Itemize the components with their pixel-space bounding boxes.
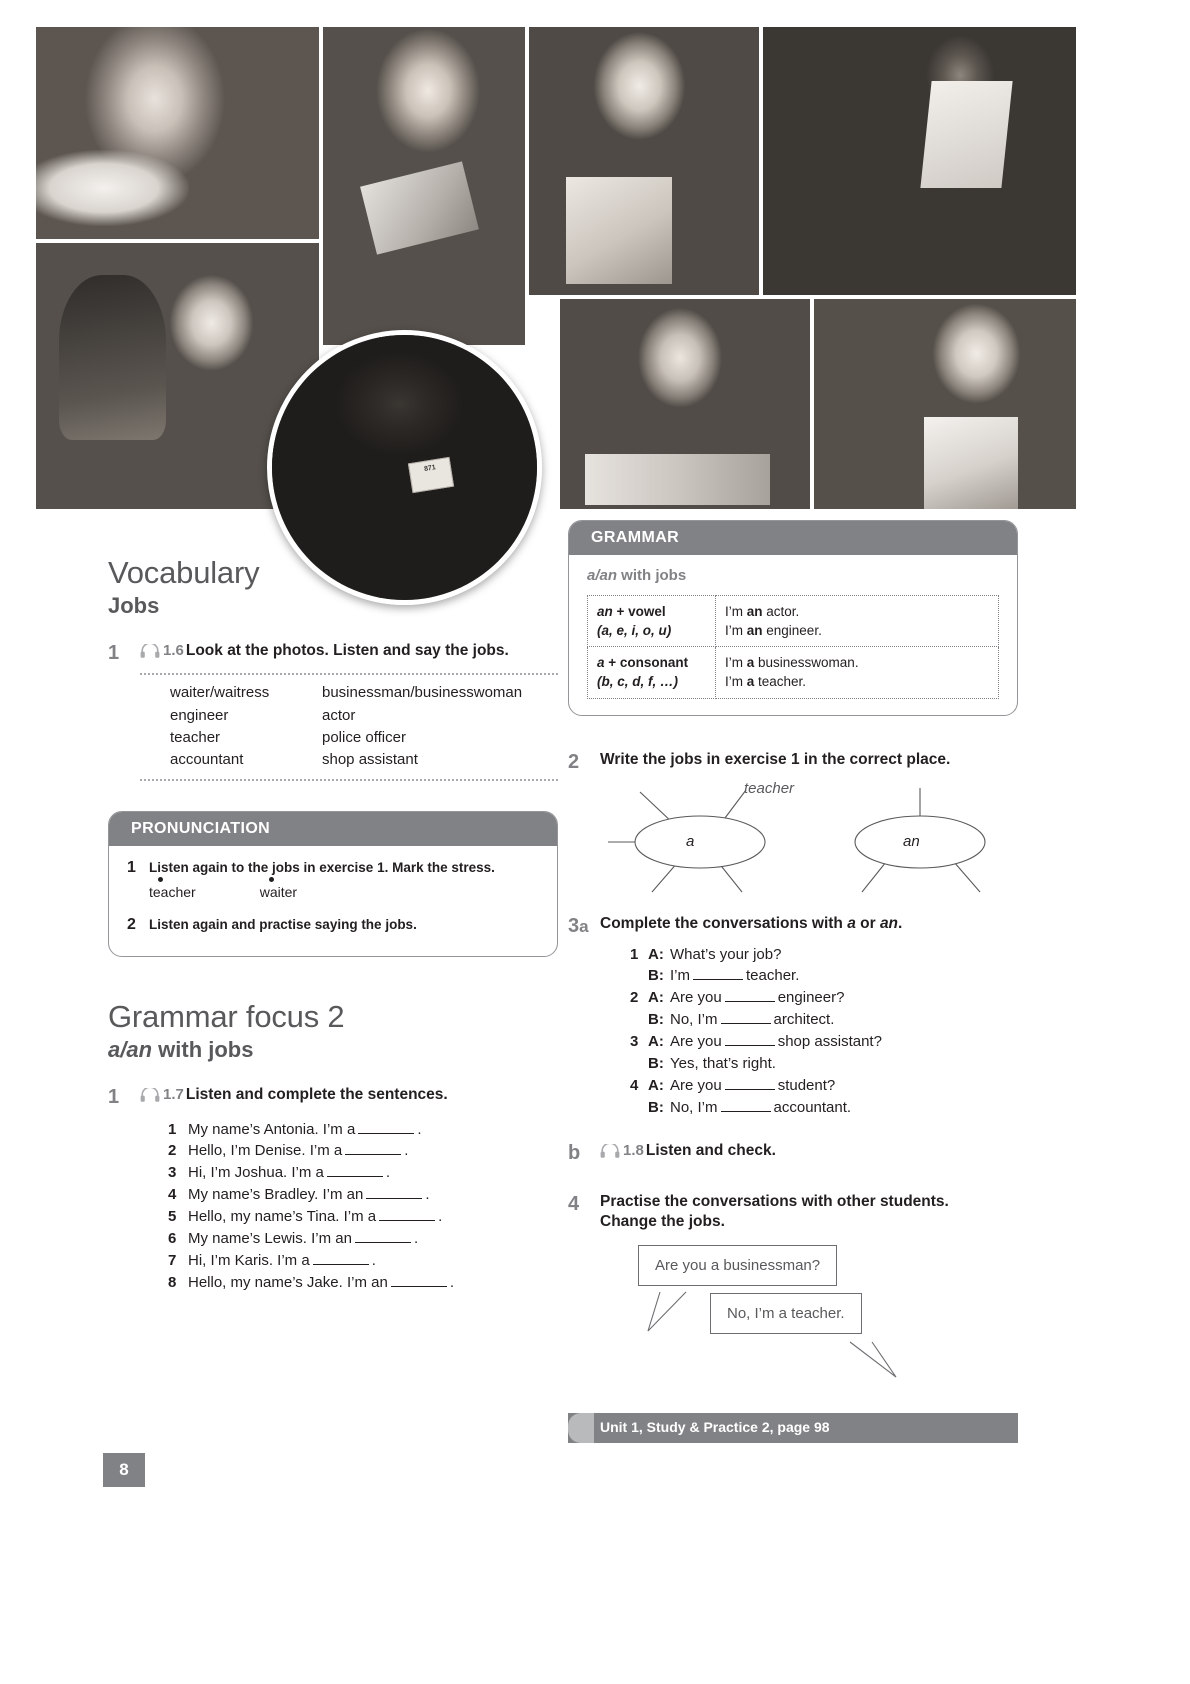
right-column [568,520,1018,1443]
instruction-line-2: Change the jobs. [600,1213,725,1231]
job-word: waiter/waitress [170,684,270,702]
line-text: What’s your job? [670,945,782,963]
exercise-instruction [600,1141,1018,1164]
rule-cell: an + vowel (a, e, i, o, u) [588,596,716,647]
list-item: 1 A: What’s your job? [630,944,1018,966]
sentence-text: My name’s Bradley. I’m an . [188,1186,430,1204]
answer-blank[interactable] [693,979,743,980]
page-number: 8 [103,1453,145,1487]
job-word: actor [322,706,356,724]
grammar-focus-subtitle-rest: with jobs [152,1037,254,1063]
speech-bubble-question: Are you a businessman? [638,1245,837,1286]
list-item: 6 My name’s Lewis. I’m an . [168,1228,558,1250]
list-item: 4 A: Are you student? [630,1075,1018,1097]
job-word: engineer [170,706,229,724]
job-word: police officer [322,728,406,746]
list-item: 3 A: Are you shop assistant? [630,1031,1018,1053]
example-dialogue-bubbles [600,1245,1018,1395]
list-item: 5 Hello, my name’s Tina. I’m a . [168,1206,558,1228]
jobs-word-list [140,673,558,780]
table-row [588,647,999,698]
instruction-text: Look at the photos. Listen and say the jobs. [185,642,509,659]
answer-blank[interactable] [725,1001,775,1002]
exercise-number: 1 [108,1086,120,1109]
vocabulary-exercise-1 [108,641,558,781]
vocabulary-title: Vocabulary [108,555,260,590]
line-text: Are you student? [670,1076,836,1094]
audio-track-number: 1.8 [623,1141,644,1159]
exercise-3a [568,914,1018,1119]
instruction-text: Listen and complete the sentences. [185,1086,448,1104]
list-item: B: Yes, that’s right. [630,1053,1018,1075]
grammar-focus-title: Grammar focus 2 [108,999,345,1035]
example-word-teacher: teacher [744,780,795,798]
list-item: 3 Hi, I’m Joshua. I’m a . [168,1162,558,1184]
photo-shop-assistant [814,299,1076,509]
pronunciation-panel [108,811,558,957]
list-item: 4 My name’s Bradley. I’m an . [168,1184,558,1206]
list-item: 7 Hi, I’m Karis. I’m a . [168,1250,558,1272]
word-sorting-diagram [600,780,1020,898]
speech-bubble-answer: No, I’m a teacher. [710,1293,862,1334]
answer-blank[interactable] [379,1220,435,1221]
example-cell: I’m an actor. I’m an engineer. [716,596,999,647]
sentence-text: My name’s Antonia. I’m a . [188,1120,422,1138]
list-item: 2 Hello, I’m Denise. I’m a . [168,1140,558,1162]
exercise-number: 2 [568,750,580,773]
line-text: No, I’m accountant. [670,1098,852,1116]
exercise-4 [568,1192,1018,1395]
list-item: B: No, I’m architect. [630,1009,1018,1031]
grammar-box-heading: GRAMMAR [569,521,1017,555]
exercise-instruction [140,641,558,664]
photo-police-officer [529,27,759,295]
headphones-icon [600,1144,620,1164]
conversations-list [600,944,1018,1119]
photo-man-on-steps [763,27,1076,295]
photo-waitress [36,27,319,239]
list-item: 8 Hello, my name’s Jake. I’m an . [168,1272,558,1294]
audio-track-number: 1.6 [163,642,184,659]
cross-reference-banner[interactable] [568,1413,1018,1443]
exercise-number: 4 [568,1192,580,1215]
sentence-text: Hello, my name’s Tina. I’m a . [188,1208,443,1226]
banner-text: Unit 1, Study & Practice 2, page 98 [568,1413,1018,1443]
exercise-2 [568,750,1018,898]
exercise-number: 3a [568,915,589,938]
grammar-focus-subtitle [108,1037,558,1063]
left-column [108,555,558,1294]
stress-word: waiter [260,884,297,900]
example-cell: I’m a businesswoman. I’m a teacher. [716,647,999,698]
answer-blank[interactable] [725,1045,775,1046]
answer-blank[interactable] [345,1154,401,1155]
sentence-text: Hi, I’m Joshua. I’m a . [188,1164,391,1182]
answer-blank[interactable] [391,1286,447,1287]
answer-blank[interactable] [366,1198,422,1199]
photo-worker-circle [267,330,542,605]
line-text: I’m teacher. [670,967,800,985]
stress-examples [149,884,539,900]
list-item: B: No, I’m accountant. [630,1097,1018,1119]
grammar-box-title: a/an with jobs [587,567,687,584]
answer-blank[interactable] [725,1089,775,1090]
sentence-text: Hello, my name’s Jake. I’m an . [188,1273,454,1291]
exercise-instruction [140,1085,558,1108]
item-number: 1 [127,858,136,876]
oval-label-an: an [903,833,920,851]
exercise-instruction: Write the jobs in exercise 1 in the correct place. [600,750,951,768]
job-word: shop assistant [322,750,418,768]
list-item: 2 A: Are you engineer? [630,987,1018,1009]
answer-blank[interactable] [721,1111,771,1112]
sentence-text: Hello, I’m Denise. I’m a . [188,1142,409,1160]
photo-collage [36,27,1076,482]
banner-fold-shape [568,1413,594,1443]
line-text: No, I’m architect. [670,1011,835,1029]
headphones-icon [140,1088,160,1108]
item-number: 2 [127,915,136,933]
audio-track-number: 1.7 [163,1086,184,1104]
job-word: businessman/businesswoman [322,684,523,702]
item-text: Listen again to the jobs in exercise 1. Mark the stress. [149,859,495,875]
stress-word: teacher [149,884,196,900]
exercise-letter: b [568,1141,581,1164]
pronunciation-item-1 [127,859,539,877]
sentence-list [140,1119,558,1294]
grammar-focus-subtitle-italic: a/an [108,1037,153,1063]
grammar-box [568,520,1018,716]
sentence-text: Hi, I’m Karis. I’m a . [188,1251,376,1269]
job-word: teacher [170,728,221,746]
sentence-text: My name’s Lewis. I’m an . [188,1229,419,1247]
answer-blank[interactable] [721,1023,771,1024]
oval-label-a: a [686,833,695,851]
exercise-instruction [600,1192,1018,1233]
photo-woman-at-desk [560,299,810,509]
answer-blank[interactable] [313,1264,369,1265]
line-text: Yes, that’s right. [670,1054,776,1072]
answer-blank[interactable] [355,1242,411,1243]
line-text: Are you shop assistant? [670,1033,882,1051]
exercise-3b [568,1141,1018,1166]
photo-businesswoman-tablet [323,27,525,345]
answer-blank[interactable] [327,1176,383,1177]
pronunciation-item-2 [127,916,539,934]
photo-badge-label: 871 [408,456,454,492]
exercise-instruction: Complete the conversations with a or an. [600,915,903,933]
grammar-exercise-1 [108,1085,558,1294]
headphones-icon [140,644,160,664]
item-text: Listen again and practise saying the jobs. [149,916,417,932]
jobs-column-2 [322,682,522,770]
list-item: B: I’m teacher. [630,965,1018,987]
answer-blank[interactable] [358,1133,414,1134]
exercise-number: 1 [108,642,120,664]
vocabulary-subtitle: Jobs [108,593,160,618]
instruction-line-1: Practise the conversations with other students. [600,1192,949,1210]
instruction-text: Listen and check. [645,1141,776,1159]
pronunciation-heading: PRONUNCIATION [109,812,557,846]
job-word: accountant [170,750,244,768]
jobs-column-1 [170,682,322,770]
table-row [588,596,999,647]
grammar-rules-table [587,595,999,699]
line-text: Are you engineer? [670,989,845,1007]
rule-cell: a + consonant (b, c, d, f, …) [588,647,716,698]
list-item: 1 My name’s Antonia. I’m a . [168,1119,558,1141]
